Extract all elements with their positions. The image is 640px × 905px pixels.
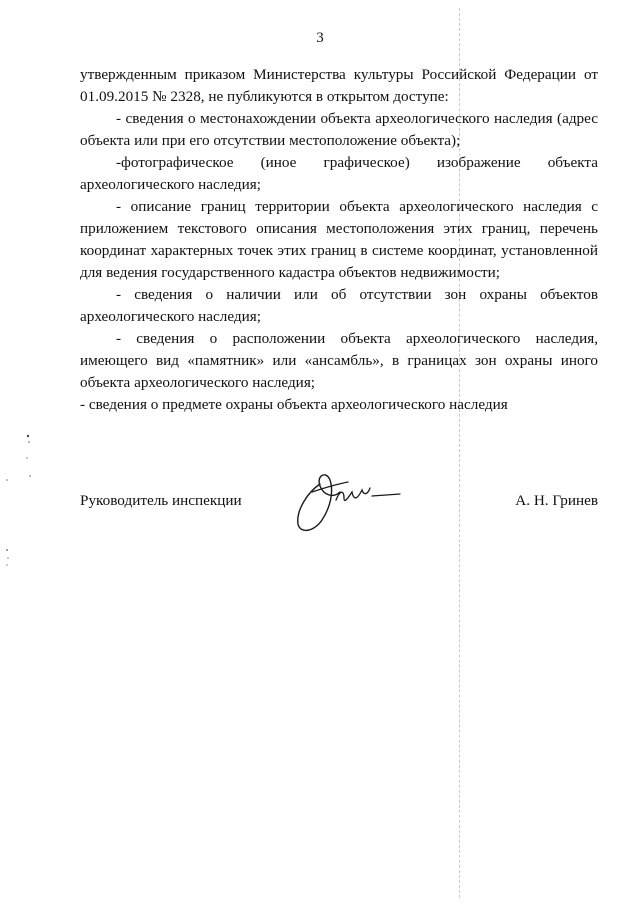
body-paragraph-intro: утвержденным приказом Министерства культуры Российской Федерации от 01.09.2015 № 2328, не публикуются в открытом доступе: [80,66,598,105]
body-paragraph-protection-zones: - сведения о наличии или об отсутствии зон охраны объектов археологического наследия; [80,286,598,325]
signatory-position: Руководитель инспекции [80,492,242,509]
body-paragraph-location: - сведения о местонахождении объекта археологического наследия (адрес объекта или при его отсутствии местоположение объекта); [80,110,598,149]
document-body [80,64,598,416]
scan-edge-specks [4,420,34,580]
body-paragraph-boundaries: - описание границ территории объекта археологического наследия с приложением текстового описания местоположения этих границ, перечень координат характерных точек этих границ в системе координат, установленной для ведения государственного кадастра объектов недвижимости; [80,198,598,281]
page-number: 3 [316,30,324,46]
body-paragraph-subject: - сведения о предмете охраны объекта археологического наследия [80,396,508,413]
handwritten-signature [290,462,410,540]
signatory-name: А. Н. Гринев [515,492,598,509]
body-paragraph-photo: -фотографическое (иное графическое) изображение объекта археологического наследия; [80,154,598,193]
body-paragraph-placement: - сведения о расположении объекта археологического наследия, имеющего вид «памятник» или «ансамбль», в границах зон охраны иного объекта археологического наследия; [80,330,598,391]
